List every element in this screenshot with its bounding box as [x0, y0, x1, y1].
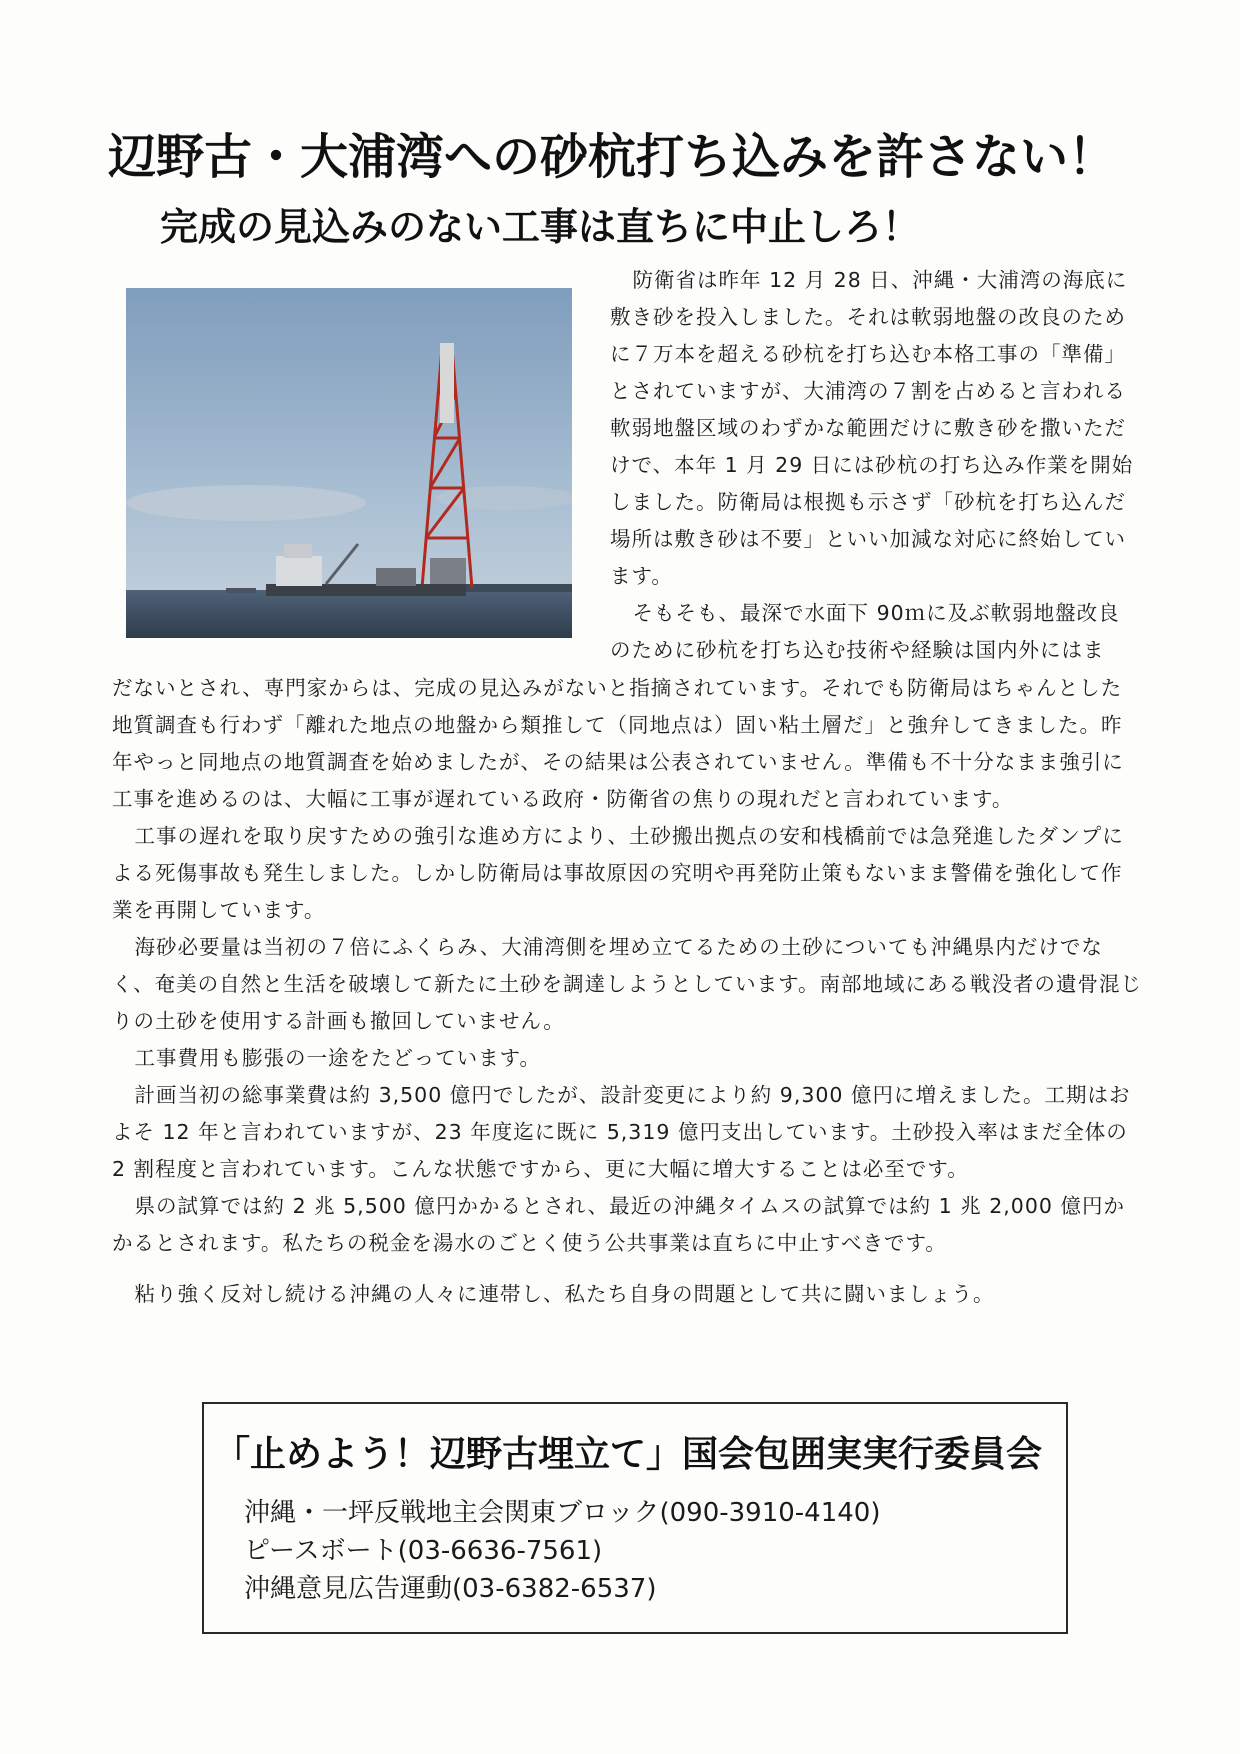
contact-item: ピースボート(03-6636-7561)	[244, 1536, 603, 1566]
paragraph: 防衛省は昨年 12 月 28 日、沖縄・大浦湾の海底に敷き砂を投入しました。それは軟弱地盤の改良のために７万本を超える砂杭を打ち込む本格工事の「準備」とされていますが、大浦湾の７割を占めると言われる軟弱地盤区域のわずかな範囲だけに敷き砂を撒いただけで、本年 1 月 29 日には砂杭の打ち込み作業を開始しました。防衛局は根拠も示さず「砂杭を打ち込んだ場所は敷き砂は不要」といい加減な対応に終始しています。	[610, 268, 1134, 588]
paragraph: 海砂必要量は当初の７倍にふくらみ、大浦湾側を埋め立てるための土砂についても沖縄県内だけでなく、奄美の自然と生活を破壊して新たに土砂を調達しようとしています。南部地域にある戦没者の遺骨混じりの土砂を使用する計画も撤回していません。	[112, 935, 1142, 1033]
closing-paragraph: 粘り強く反対し続ける沖縄の人々に連帯し、私たち自身の問題として共に闘いましょう。	[134, 1282, 995, 1306]
organizer-name: 「止めよう！辺野古埋立て」国会包囲実実行委員会	[214, 1434, 1043, 1475]
construction-photo	[126, 288, 572, 638]
organizer-box	[202, 1402, 1068, 1634]
article-column-right	[610, 262, 1140, 669]
paragraph: だないとされ、専門家からは、完成の見込みがないと指摘されています。それでも防衛局はちゃんとした地質調査も行わず「離れた地点の地盤から類推して（同地点は）固い粘土層だ」と強弁してきました。昨年やっと同地点の地質調査を始めましたが、その結果は公表されていません。準備も不十分なまま強引に工事を進めるのは、大幅に工事が遅れている政府・防衛省の焦りの現れだと言われています。	[112, 676, 1124, 811]
paragraph: 計画当初の総事業費は約 3,500 億円でしたが、設計変更により約 9,300 億円に増えました。工期はおよそ 12 年と言われていますが、23 年度迄に既に 5,319 億円支出しています。土砂投入率はまだ全体の 2 割程度と言われています。こんな状態ですから、更に大幅に増大することは必至です。	[112, 1083, 1131, 1181]
article-column-full	[112, 670, 1142, 1313]
paragraph: そもそも、最深で水面下 90ｍに及ぶ軟弱地盤改良のために砂杭を打ち込む技術や経験は国内外にはま	[610, 601, 1120, 662]
page-subtitle: 完成の見込みのない工事は直ちに中止しろ！	[160, 205, 921, 249]
photo-illustration	[126, 288, 572, 638]
paragraph: 工事費用も膨張の一途をたどっています。	[134, 1046, 541, 1070]
paragraph: 県の試算では約 2 兆 5,500 億円かかるとされ、最近の沖縄タイムスの試算では約 1 兆 2,000 億円かかるとされます。私たちの税金を湯水のごとく使う公共事業は直ちに中止すべきです。	[112, 1194, 1125, 1255]
contact-item: 沖縄・一坪反戦地主会関東ブロック(090-3910-4140)	[244, 1498, 881, 1528]
contact-item: 沖縄意見広告運動(03-6382-6537)	[244, 1574, 657, 1604]
paragraph: 工事の遅れを取り戻すための強引な進め方により、土砂搬出拠点の安和桟橋前では急発進したダンプによる死傷事故も発生しました。しかし防衛局は事故原因の究明や再発防止策もないまま警備を強化して作業を再開しています。	[112, 824, 1124, 922]
contact-list	[244, 1494, 881, 1608]
page-title: 辺野古・大浦湾への砂杭打ち込みを許さない！	[108, 129, 1117, 185]
